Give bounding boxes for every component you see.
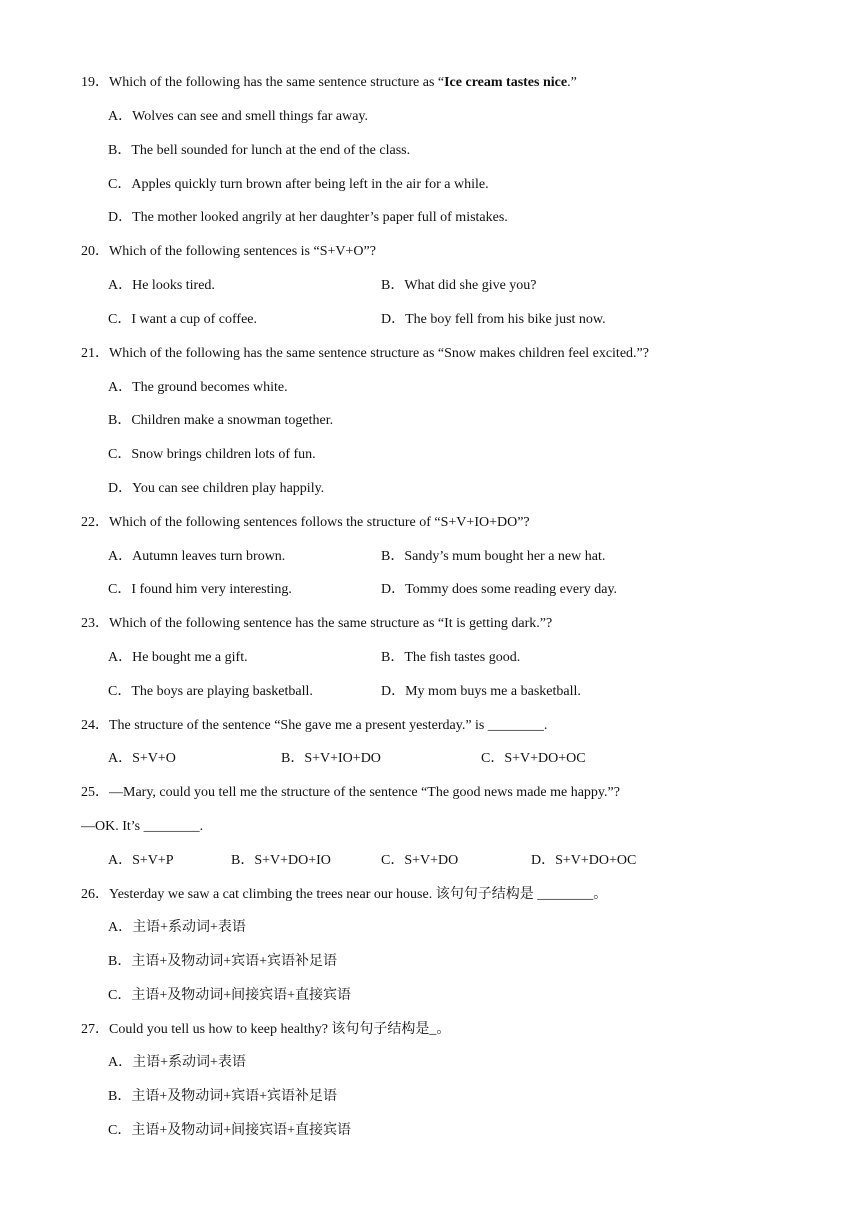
question-number: 24． (81, 718, 109, 733)
question-text: Which of the following has the same sentence structure as “ (109, 75, 445, 90)
question-text: .” (567, 75, 577, 90)
question-text: Yesterday we saw a cat climbing the trees near our house. 该句句子结构是 ________。 (109, 887, 608, 902)
question-text: Could you tell us how to keep healthy? 该句句子结构是_。 (109, 1022, 451, 1037)
question-27-option-b[interactable]: B．主语+及物动词+宾语+宾语补足语 (108, 1089, 338, 1104)
question-number: 23． (81, 616, 109, 631)
question-23-option-c[interactable]: C．The boys are playing basketball. (108, 684, 313, 699)
question-21-option-b[interactable]: B．Children make a snowman together. (108, 413, 334, 428)
question-26-stem (81, 886, 607, 904)
question-19-option-d[interactable]: D．The mother looked angrily at her daughter’s paper full of mistakes. (108, 210, 508, 225)
question-25-option-b[interactable]: B．S+V+DO+IO (231, 853, 331, 868)
question-text: —Mary, could you tell me the structure of the sentence “The good news made me happy.”? (109, 785, 620, 800)
question-25-option-c[interactable]: C．S+V+DO (381, 853, 459, 868)
question-27-option-c[interactable]: C．主语+及物动词+间接宾语+直接宾语 (108, 1123, 352, 1138)
question-24-option-b[interactable]: B．S+V+IO+DO (281, 751, 381, 766)
question-25-option-a[interactable]: A．S+V+P (108, 853, 174, 868)
question-number: 25． (81, 785, 109, 800)
question-21-option-c[interactable]: C．Snow brings children lots of fun. (108, 447, 316, 462)
question-26-option-c[interactable]: C．主语+及物动词+间接宾语+直接宾语 (108, 988, 352, 1003)
question-21-option-d[interactable]: D．You can see children play happily. (108, 481, 325, 496)
question-number: 21． (81, 346, 109, 361)
question-26-option-b[interactable]: B．主语+及物动词+宾语+宾语补足语 (108, 954, 338, 969)
question-26-option-a[interactable]: A．主语+系动词+表语 (108, 920, 246, 935)
question-22-option-b[interactable]: B．Sandy’s mum bought her a new hat. (381, 549, 606, 564)
question-number: 22． (81, 515, 109, 530)
question-22-option-a[interactable]: A．Autumn leaves turn brown. (108, 549, 286, 564)
question-19-option-c[interactable]: C．Apples quickly turn brown after being left in the air for a while. (108, 177, 489, 192)
question-number: 19． (81, 75, 109, 90)
question-20-option-b[interactable]: B．What did she give you? (381, 278, 537, 293)
question-text: Which of the following sentence has the same structure as “It is getting dark.”? (109, 616, 553, 631)
question-20-option-c[interactable]: C．I want a cup of coffee. (108, 312, 258, 327)
question-24-option-c[interactable]: C．S+V+DO+OC (481, 751, 586, 766)
question-number: 26． (81, 887, 109, 902)
question-20-option-d[interactable]: D．The boy fell from his bike just now. (381, 312, 606, 327)
question-text-bold: Ice cream tastes nice (444, 75, 568, 90)
question-24-stem (81, 717, 547, 735)
question-24-option-a[interactable]: A．S+V+O (108, 751, 176, 766)
question-23-option-a[interactable]: A．He bought me a gift. (108, 650, 248, 665)
question-19-option-a[interactable]: A．Wolves can see and smell things far away. (108, 109, 368, 124)
question-number: 27． (81, 1022, 109, 1037)
question-22-option-c[interactable]: C．I found him very interesting. (108, 582, 292, 597)
question-25-stem (81, 784, 620, 802)
question-text: Which of the following sentences follows the structure of “S+V+IO+DO”? (109, 515, 530, 530)
question-21-stem (81, 345, 649, 363)
question-text: Which of the following has the same sentence structure as “Snow makes children feel excited.”? (109, 346, 649, 361)
question-22-stem (81, 514, 530, 532)
question-23-stem (81, 615, 552, 633)
question-21-option-a[interactable]: A．The ground becomes white. (108, 380, 288, 395)
question-23-option-b[interactable]: B．The fish tastes good. (381, 650, 521, 665)
question-22-option-d[interactable]: D．Tommy does some reading every day. (381, 582, 618, 597)
question-27-stem (81, 1021, 450, 1039)
question-25-option-d[interactable]: D．S+V+DO+OC (531, 853, 637, 868)
question-text: Which of the following sentences is “S+V+O”? (109, 244, 376, 259)
question-20-option-a[interactable]: A．He looks tired. (108, 278, 215, 293)
question-20-stem (81, 243, 376, 261)
question-27-option-a[interactable]: A．主语+系动词+表语 (108, 1055, 246, 1070)
question-number: 20． (81, 244, 109, 259)
question-19-option-b[interactable]: B．The bell sounded for lunch at the end of the class. (108, 143, 411, 158)
question-25-stem-continued: —OK. It’s ________. (81, 819, 204, 834)
question-19-stem (81, 74, 577, 92)
question-text: The structure of the sentence “She gave me a present yesterday.” is ________. (109, 718, 548, 733)
question-23-option-d[interactable]: D．My mom buys me a basketball. (381, 684, 581, 699)
